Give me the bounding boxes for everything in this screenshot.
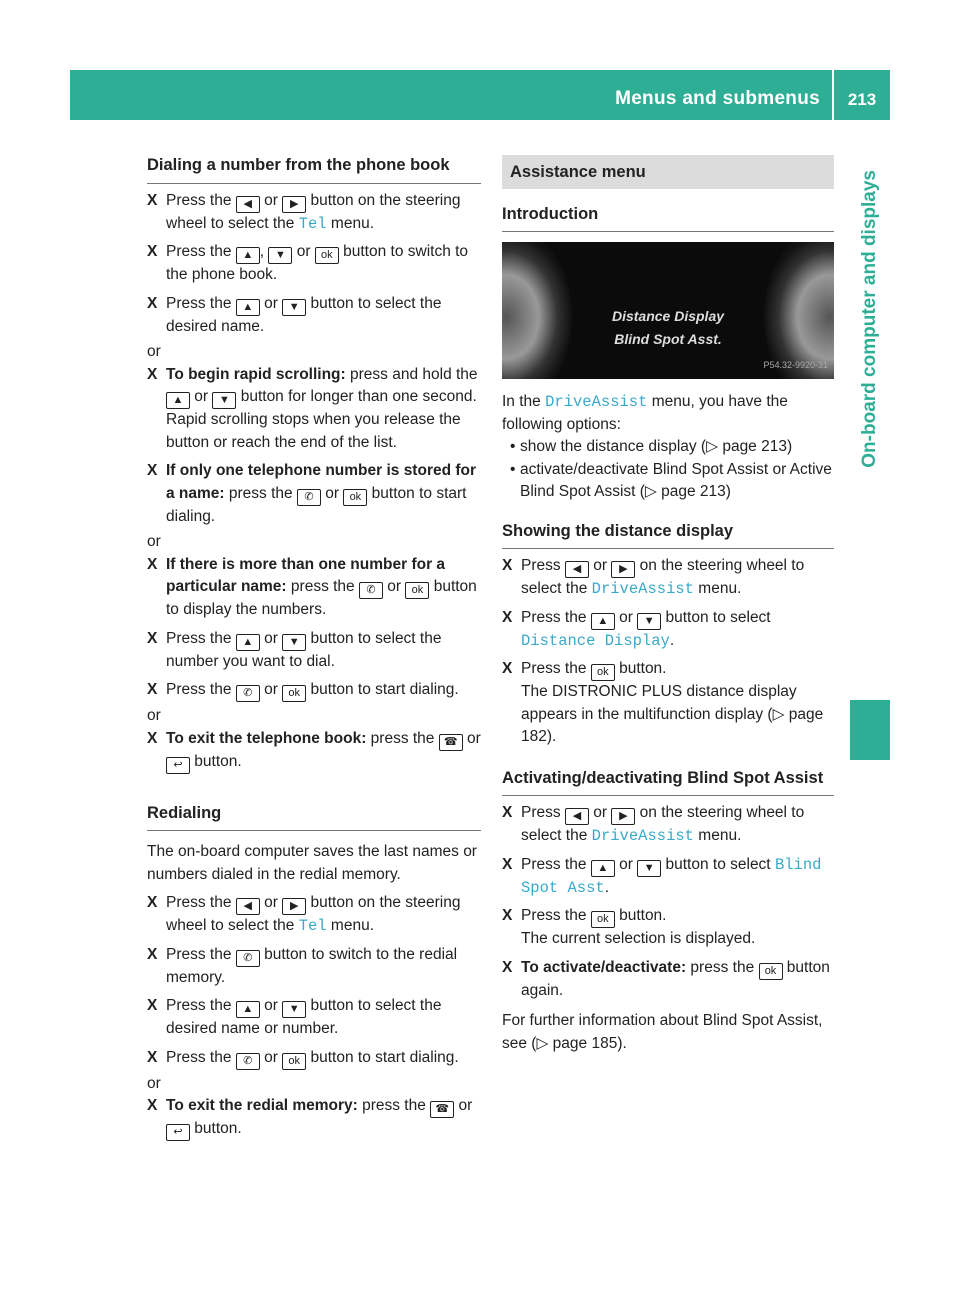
back-icon: ↩ [166,1124,190,1141]
or-label: or [147,533,161,550]
right-arrow-icon: ▶ [282,898,306,915]
step: X Press the ▲ or ▼ button to select the number you want to dial. [147,629,442,670]
down-arrow-icon: ▼ [282,634,306,651]
phone-icon: ✆ [236,685,260,702]
redial-intro: The on-board computer saves the last names or numbers dialed in the redial memory. [147,843,477,883]
chapter-tab-text: On-board computer and displays [858,170,880,468]
page-header [70,70,890,120]
show-distance-heading: Showing the distance display [502,516,834,550]
step: X Press the ✆ or ok button to start dialing. [147,679,481,702]
dial-heading: Dialing a number from the phone book [147,150,481,184]
page-number: 213 [847,90,877,109]
display-photo [502,242,834,379]
ok-icon: ok [591,911,615,928]
step: X To begin rapid scrolling: press and hold the ▲ or ▼ button for longer than one second. Rapid scrolling stops when you release the button or reach the end of the list. [147,365,478,451]
activate-heading: Activating/deactivating Blind Spot Assist [502,763,834,797]
left-arrow-icon: ◀ [565,808,589,825]
down-arrow-icon: ▼ [212,392,236,409]
hang-up-icon: ☎ [439,734,463,751]
up-arrow-icon: ▲ [591,613,615,630]
further-info: For further information about Blind Spot Assist, see (▷ page 185). [502,1012,823,1052]
ok-icon: ok [315,247,339,264]
step: X To exit the telephone book: press the ☎ or ↩ button. [147,728,481,774]
left-arrow-icon: ◀ [236,898,260,915]
list-item: • show the distance display (▷ page 213) [510,438,793,455]
step: X Press the ▲ or ▼ button to select the desired name. [147,294,442,335]
step: X Press the ▲ , ▼ or ok button to switch to the phone book. [147,243,469,283]
introduction-heading: Introduction [502,199,834,233]
step: X Press the ✆ or ok button to start dialing. [147,1047,481,1070]
down-arrow-icon: ▼ [282,299,306,316]
up-arrow-icon: ▲ [236,247,260,264]
assistance-menu-heading: Assistance menu [502,155,834,189]
step: X Press the ok button. The current selection is displayed. [502,907,756,947]
down-arrow-icon: ▼ [637,860,661,877]
up-arrow-icon: ▲ [236,1001,260,1018]
image-code: P54.32-9920-31 [763,359,828,370]
ok-icon: ok [282,685,306,702]
list-item: • activate/deactivate Blind Spot Assist or Active Blind Spot Assist (▷ page 213) [510,460,832,500]
step: X If only one telephone number is stored for a name: press the ✆ or ok button to start dialing. [147,462,477,525]
down-arrow-icon: ▼ [282,1001,306,1018]
step: X Press the ◀ or ▶ button on the steering wheel to select the Tel menu. [147,894,461,935]
up-arrow-icon: ▲ [236,299,260,316]
hang-up-icon: ☎ [430,1101,454,1118]
ok-icon: ok [759,963,783,980]
step: X To activate/deactivate: press the ok button again. [502,958,830,999]
left-column [147,150,481,1141]
ok-icon: ok [343,489,367,506]
ok-icon: ok [282,1053,306,1070]
intro-text: In the DriveAssist menu, you have the following options: [502,393,788,433]
step: X Press the ◀ or ▶ button on the steering wheel to select the Tel menu. [147,191,461,233]
or-label: or [147,707,161,724]
right-arrow-icon: ▶ [611,561,635,578]
step: X To exit the redial memory: press the ☎ or ↩ button. [147,1095,481,1141]
down-arrow-icon: ▼ [637,613,661,630]
phone-icon: ✆ [236,950,260,967]
right-arrow-icon: ▶ [282,196,306,213]
up-arrow-icon: ▲ [236,634,260,651]
up-arrow-icon: ▲ [166,392,190,409]
ok-icon: ok [405,582,429,599]
phone-icon: ✆ [359,582,383,599]
step: X Press the ▲ or ▼ button to select the desired name or number. [147,997,442,1037]
step: X If there is more than one number for a particular name: press the ✆ or ok button to display the numbers. [147,555,477,618]
section-title: Menus and submenus [615,88,820,109]
or-label: or [147,343,161,360]
up-arrow-icon: ▲ [591,860,615,877]
phone-icon: ✆ [297,489,321,506]
redial-heading: Redialing [147,798,481,832]
step: X Press ◀ or ▶ on the steering wheel to select the DriveAssist menu. [502,804,805,845]
screen-line1: Distance Display [611,308,725,324]
back-icon: ↩ [166,757,190,774]
left-arrow-icon: ◀ [565,561,589,578]
right-column [502,155,834,1055]
chapter-tab-marker [850,700,890,760]
right-arrow-icon: ▶ [611,808,635,825]
step: X Press the ✆ button to switch to the redial memory. [147,945,458,986]
step: X Press the ok button. The DISTRONIC PLUS distance display appears in the multifunction display (▷ page 182). [502,660,824,745]
step: X Press the ▲ or ▼ button to select Blind Spot Asst. [502,855,822,897]
down-arrow-icon: ▼ [268,247,292,264]
step: X Press ◀ or ▶ on the steering wheel to select the DriveAssist menu. [502,557,805,598]
screen-line2: Blind Spot Asst. [614,331,722,347]
ok-icon: ok [591,664,615,681]
left-arrow-icon: ◀ [236,196,260,213]
step: X Press the ▲ or ▼ button to select Distance Display. [502,608,771,650]
phone-icon: ✆ [236,1053,260,1070]
or-label: or [147,1074,161,1092]
